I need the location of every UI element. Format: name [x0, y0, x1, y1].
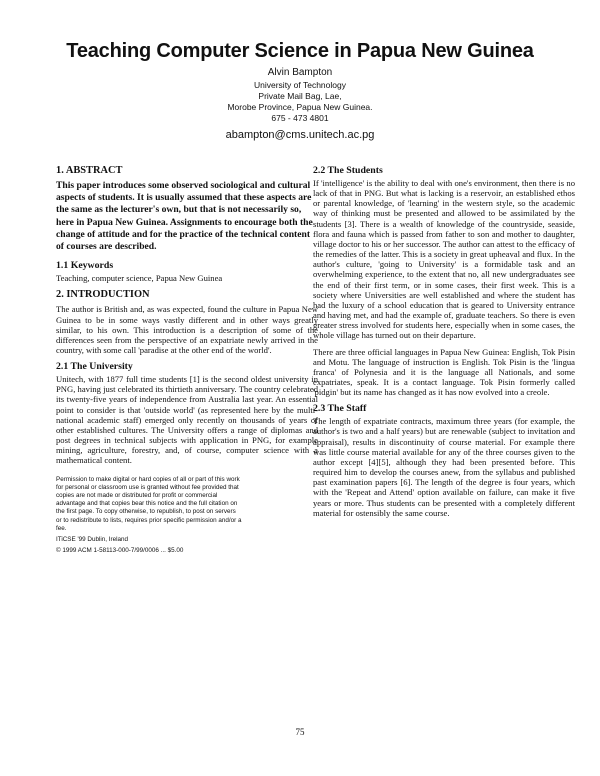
keywords-heading: 1.1 Keywords	[56, 260, 114, 272]
author-affiliation-1: University of Technology	[254, 80, 346, 90]
right-column	[313, 165, 575, 524]
university-body: Unitech, with 1877 full time students [1] is the second oldest university in PNG, having just celebrated its thirtieth anniversary. The country celebrated its twenty-five years of independence from Australia last year. An essential point to consider is that 'outside world' (as represented here by the multi-national academic staff) emerged only recently on thousands of years of other established cultures. The University offers a range of diplomas and post degrees in technical subjects with application in PNG, for example mining, agriculture, forestry, and, of course, computer science with a mathematical content.	[56, 374, 318, 466]
languages-body: There are three official languages in Papua New Guinea: English, Tok Pisin and Motu. The language of instruction is English. Tok Pisin is the 'lingua franca' of Polynesia and it is the language all Nationals, and some expatriates, speak. It is a contact language. Tok Pisin formerly called 'pidgin' but its name has changed as it has now evolved into a creole.	[313, 346, 575, 398]
introduction-heading: 2. INTRODUCTION	[56, 289, 150, 301]
left-column	[56, 165, 318, 555]
permission-line: Permission to make digital or hard copies of all or part of this work	[56, 475, 240, 483]
author-affiliation-3: Morobe Province, Papua New Guinea.	[227, 102, 373, 112]
introduction-body: The author is British and, as was expected, found the culture in Papua New Guinea to be in some ways vastly different and in other ways greatly similar, to his own. This introduction is a description of some of the differences seen from the perspective of an expatriate newly arrived in the country, with some call 'paradise at the other end of the world'.	[56, 304, 318, 355]
permission-line: or to redistribute to lists, requires prior specific permission and/or a	[56, 516, 242, 524]
paper-title: Teaching Computer Science in Papua New Guinea	[66, 40, 534, 62]
permission-line: the first page. To copy otherwise, to republish, to post on servers	[56, 508, 236, 516]
permission-line: advantage and that copies bear this notice and the full citation on	[56, 500, 238, 508]
abstract-body: This paper introduces some observed sociological and cultural aspects of students. It is usually assumed that these aspects are the same as the lecturer's own, but that is not necessarily so, here in Papua New Guinea. Assignments to encourage both the change of attitude and for the practice of the technical content of courses are described.	[56, 180, 313, 253]
students-body: If 'intelligence' is the ability to deal with one's environment, then there is no lack of that in PNG. But what is lacking is a reservoir, an established ethos or parental knowledge, of 'learning' in the western style, so the academic way of thinking must be presented and allowed to be assimilated by the students [3]. There is a wealth of knowledge of the countryside, seaside, flora and fauna which is passed from father to son and mother to daughter, village doctor to his or her successor. The author can attest to the efficacy of the remedies of the latter. This is a society in great upheaval and flux. In the author's culture, 'going to University' is a formidable task and an overwhelming experience, to the extent that no, all new undergraduates see the end of their first term, or in some cases, their first week. This is a society where Universities are well established and where the student has had the luxury of a school education that is geared to University entrance and having met, and had the example of, graduate teachers. So there is even greater stress involved for students here, especially when in some cases, the whole village has turned out on their departure.	[313, 178, 575, 341]
permission-line: copies are not made or distributed for profit or commercial	[56, 491, 218, 499]
author-affiliation-2: Private Mail Bag, Lae,	[258, 91, 342, 101]
permission-line: fee.	[56, 524, 67, 532]
staff-body: The length of expatriate contracts, maximum three years (for example, the author's is two and a half years) but are renewable (subject to invitation and appraisal), results in discontinuity of course material. For example there was little course material available for any of the three courses given to the author except [4][5], although they had been presented before. This required him to develop the courses anew, from the syllabus and published past examination papers [6]. The length of the degree is four years, which with the 'Repeat and Attend' option available on failure, can make it five years or more. Thus students can be presented with a completely different material for ostensibly the same course.	[313, 416, 575, 518]
author-phone: 675 - 473 4801	[271, 113, 329, 123]
abstract-heading: 1. ABSTRACT	[56, 165, 123, 176]
conference-line: ITiCSE '99 Dublin, Ireland	[56, 535, 129, 543]
author-name: Alvin Bampton	[267, 67, 333, 78]
staff-heading: 2.3 The Staff	[313, 403, 367, 415]
page-number: 75	[295, 727, 305, 737]
students-heading: 2.2 The Students	[313, 165, 383, 176]
permission-line: for personal or classroom use is granted without fee provided that	[56, 483, 239, 491]
university-heading: 2.1 The University	[56, 361, 133, 373]
author-email[interactable]: abampton@cms.unitech.ac.pg	[225, 129, 375, 141]
copyright-line: © 1999 ACM 1-58113-000-7/99/0006 ... $5.00	[56, 547, 184, 555]
permission-notice	[56, 476, 318, 556]
keywords-body: Teaching, computer science, Papua New Guinea	[56, 273, 223, 284]
